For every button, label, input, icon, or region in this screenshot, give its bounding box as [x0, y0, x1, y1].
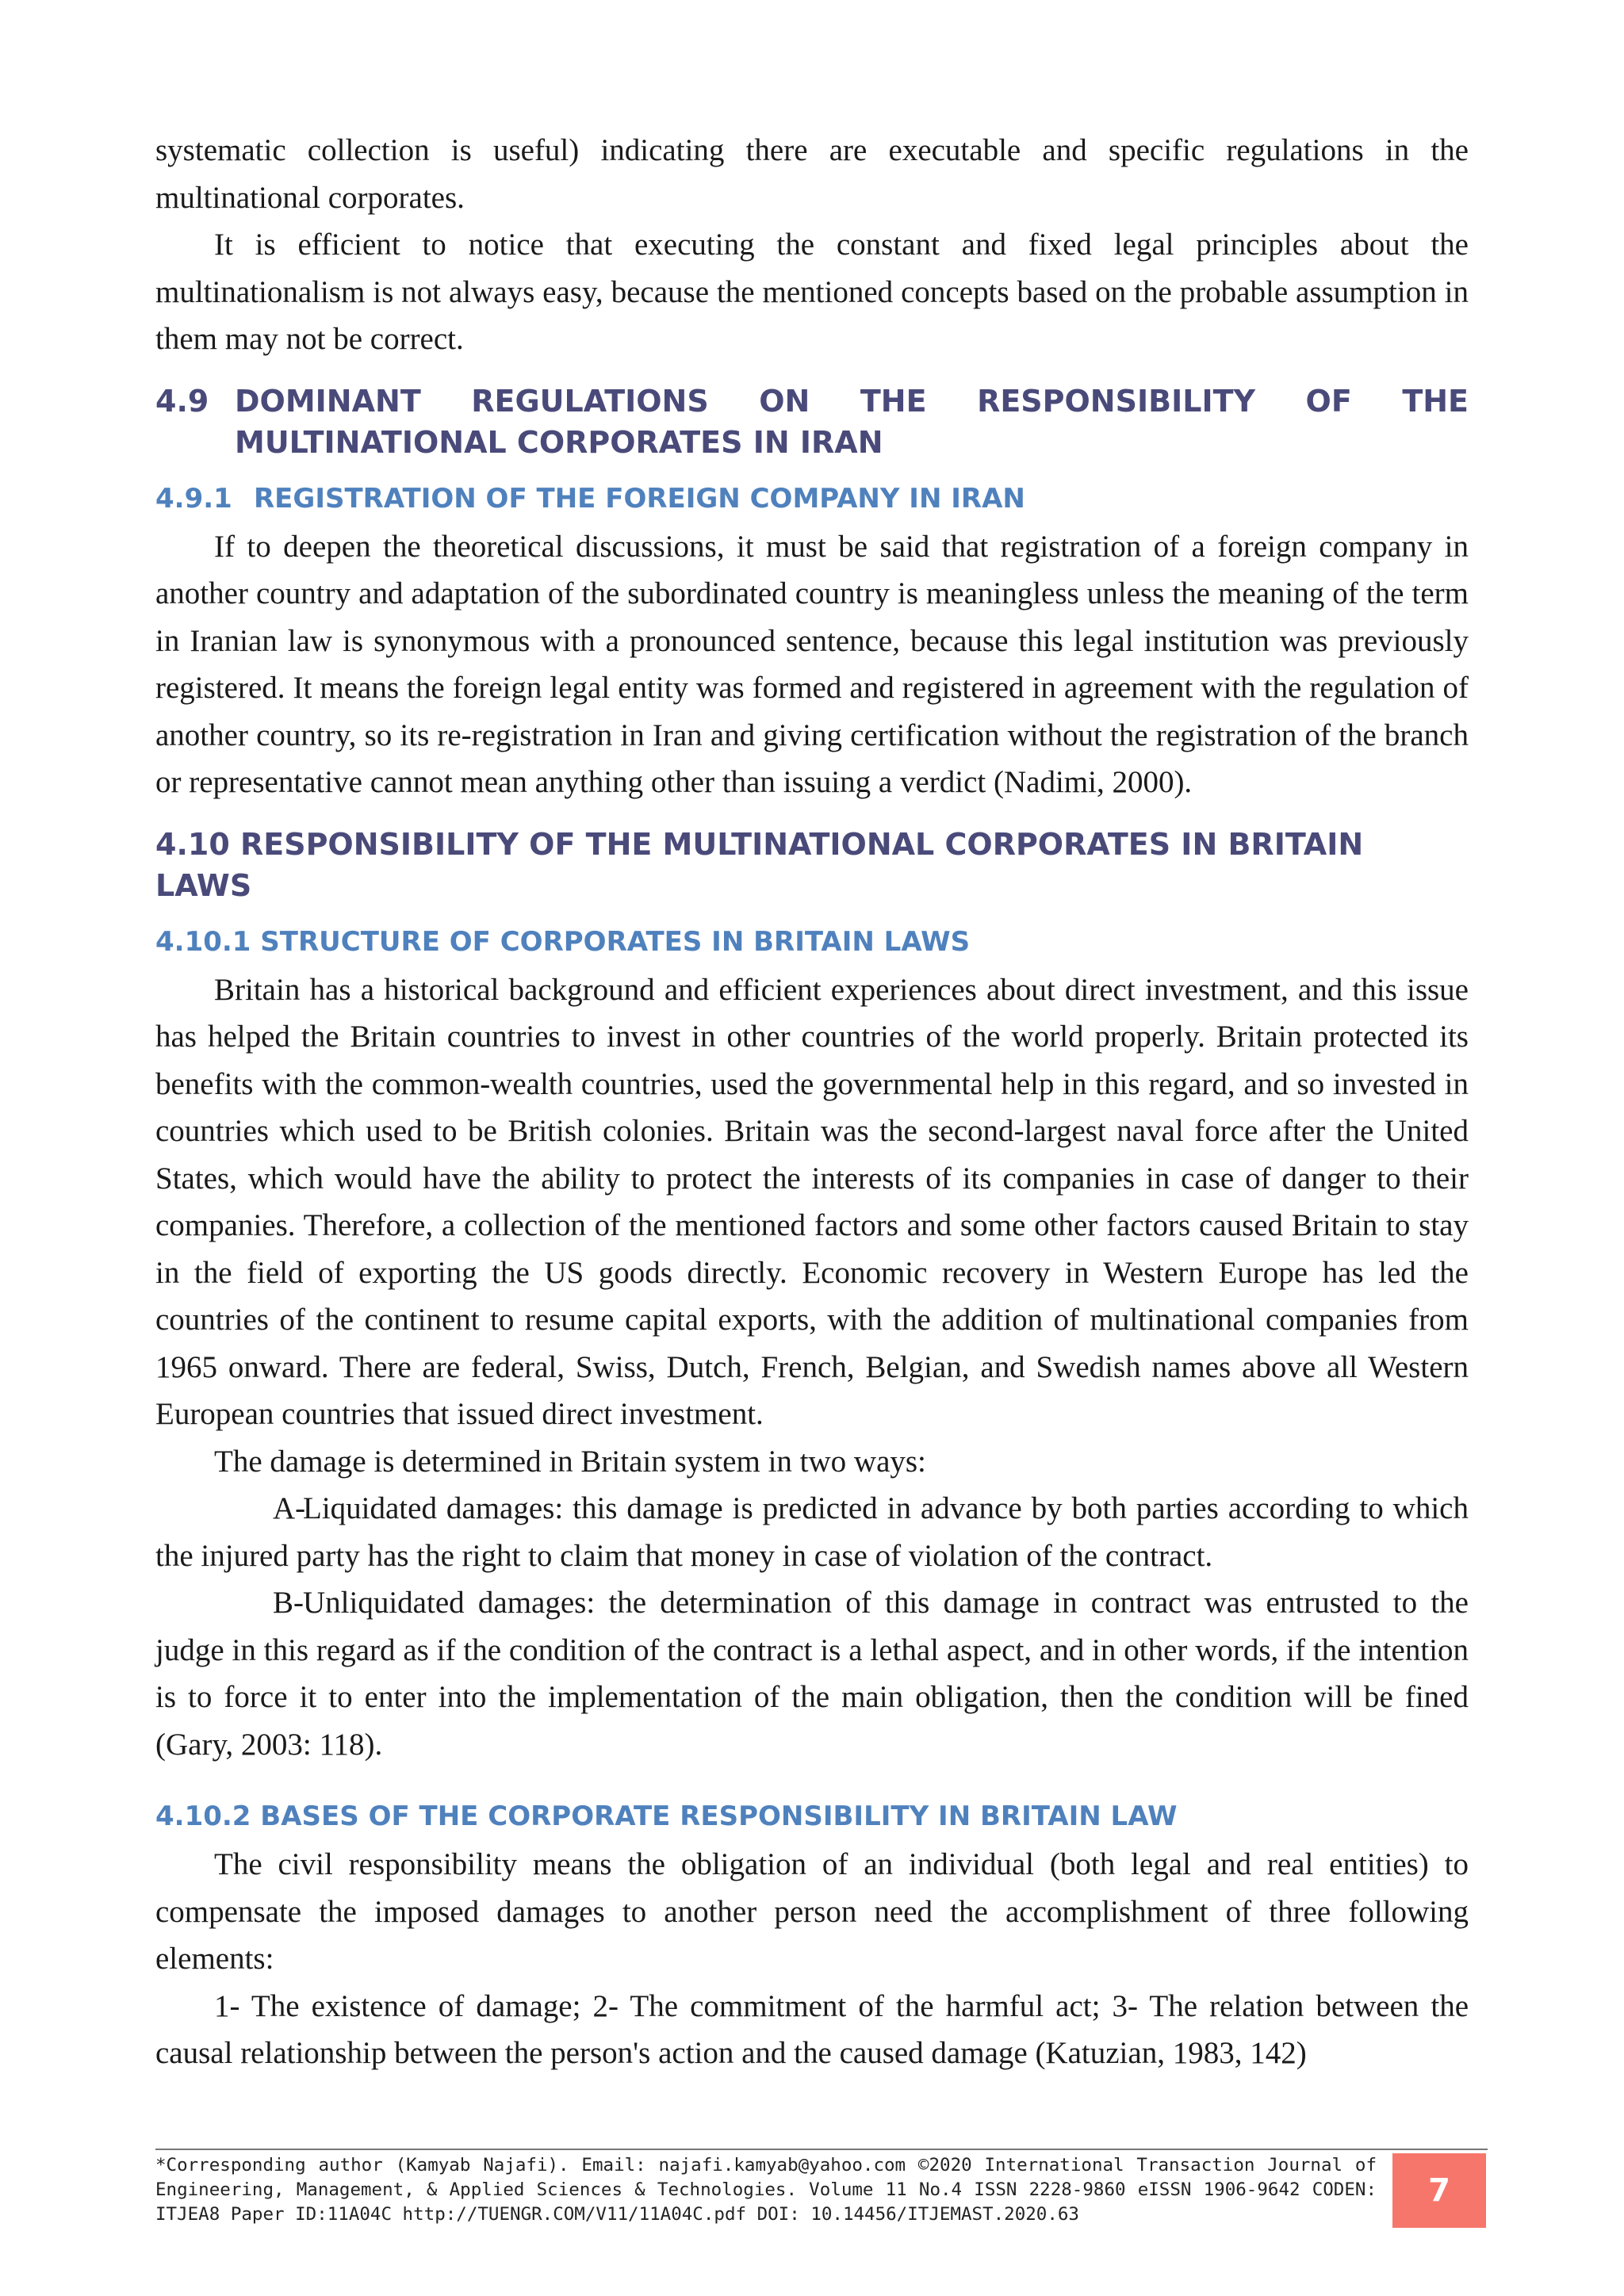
paragraph: The civil responsibility means the obligation of an individual (both legal and real entities) to compensate the imposed damages to another person need the accomplishment of three following elements:	[155, 1847, 1469, 1976]
paragraph: It is efficient to notice that executing the constant and fixed legal principles about the multinationalism is not always easy, because the mentioned concepts based on the probable assumption in them may not be correct.	[155, 228, 1469, 356]
list-label: A-	[273, 1491, 306, 1525]
page-number: 7	[1428, 2172, 1450, 2209]
subsection-heading-4-9-1	[155, 477, 1469, 520]
paragraph: The damage is determined in Britain system in two ways:	[214, 1444, 926, 1479]
list-text: Unliquidated damages: the determination of this damage in contract was entrusted to the judge in this regard as if the condition of the contract is a lethal aspect, and in other words, if the intention is to force it to enter into the implementation of the main obligation, then the condition will be fined (Gary, 2003: 118).	[155, 1586, 1469, 1762]
list-item-a	[155, 1485, 1469, 1579]
section-heading-4-9	[155, 381, 1469, 463]
subsection-heading-4-10-2: 4.10.2 BASES OF THE CORPORATE RESPONSIBILITY IN BRITAIN LAW	[155, 1800, 1178, 1832]
main-content	[155, 127, 1469, 2077]
paragraph: systematic collection is useful) indicating there are executable and specific regulations in the multinational corporates.	[155, 133, 1469, 215]
subsection-title: REGISTRATION OF THE FOREIGN COMPANY IN IRAN	[254, 482, 1025, 515]
page-number-badge	[1392, 2153, 1486, 2228]
footer-divider	[155, 2149, 1488, 2150]
paragraph: 1- The existence of damage; 2- The commitment of the harmful act; 3- The relation between the causal relationship between the person's action and the caused damage (Katuzian, 1983, 142)	[155, 1988, 1469, 2070]
section-heading-4-10: 4.10 RESPONSIBILITY OF THE MULTINATIONAL CORPORATES IN BRITAIN LAWS	[155, 826, 1364, 903]
subsection-heading-4-10-1: 4.10.1 STRUCTURE OF CORPORATES IN BRITAIN LAWS	[155, 925, 971, 958]
footer-citation	[155, 2153, 1377, 2227]
paragraph: Britain has a historical background and efficient experiences about direct investment, and this issue has helped the Britain countries to invest in other countries of the world properly. Britain protected its benefits with the common-wealth countries, used the governmental help in this regard, and so invested in countries which used to be British colonies. Britain was the second-largest naval force after the United States, which would have the ability to protect the interests of its companies in case of danger to their companies. Therefore, a collection of the mentioned factors and some other factors caused Britain to stay in the field of exporting the US goods directly. Economic recovery in Western Europe has led the countries of the continent to resume capital exports, with the addition of multinational companies from 1965 onward. There are federal, Swiss, Dutch, French, Belgian, and Swedish names above all Western European countries that issued direct investment.	[155, 972, 1469, 1431]
list-text: Liquidated damages: this damage is predicted in advance by both parties according to which the injured party has the right to claim that money in case of violation of the contract.	[155, 1491, 1469, 1573]
section-title: DOMINANT REGULATIONS ON THE RESPONSIBILITY OF THE MULTINATIONAL CORPORATES IN IRAN	[235, 383, 1469, 460]
paragraph: If to deepen the theoretical discussions, it must be said that registration of a foreign company in another country and adaptation of the subordinated country is meaningless unless the meaning of the term in Iranian law is synonymous with a pronounced sentence, because this legal institution was previously registered. It means the foreign legal entity was formed and registered in agreement with the regulation of another country, so its re-registration in Iran and giving certification without the registration of the branch or representative cannot mean anything other than issuing a verdict (Nadimi, 2000).	[155, 529, 1469, 799]
list-label: B-	[273, 1586, 304, 1620]
section-number: 4.9	[155, 383, 209, 419]
footer-text: *Corresponding author (Kamyab Najafi). Email: najafi.kamyab@yahoo.com ©2020 International Transaction Journal of Engineering, Management, & Applied Sciences & Technologies. Volume 11 No.4 ISSN 2228-9860 eISSN 1906-9642 CODEN: ITJEA8 Paper ID:11A04C http://TUENGR.COM/V11/11A04C.pdf DOI: 10.14456/ITJEMAST.2020.63	[155, 2155, 1377, 2225]
subsection-number: 4.9.1	[155, 482, 232, 515]
list-item-b	[155, 1579, 1469, 1768]
